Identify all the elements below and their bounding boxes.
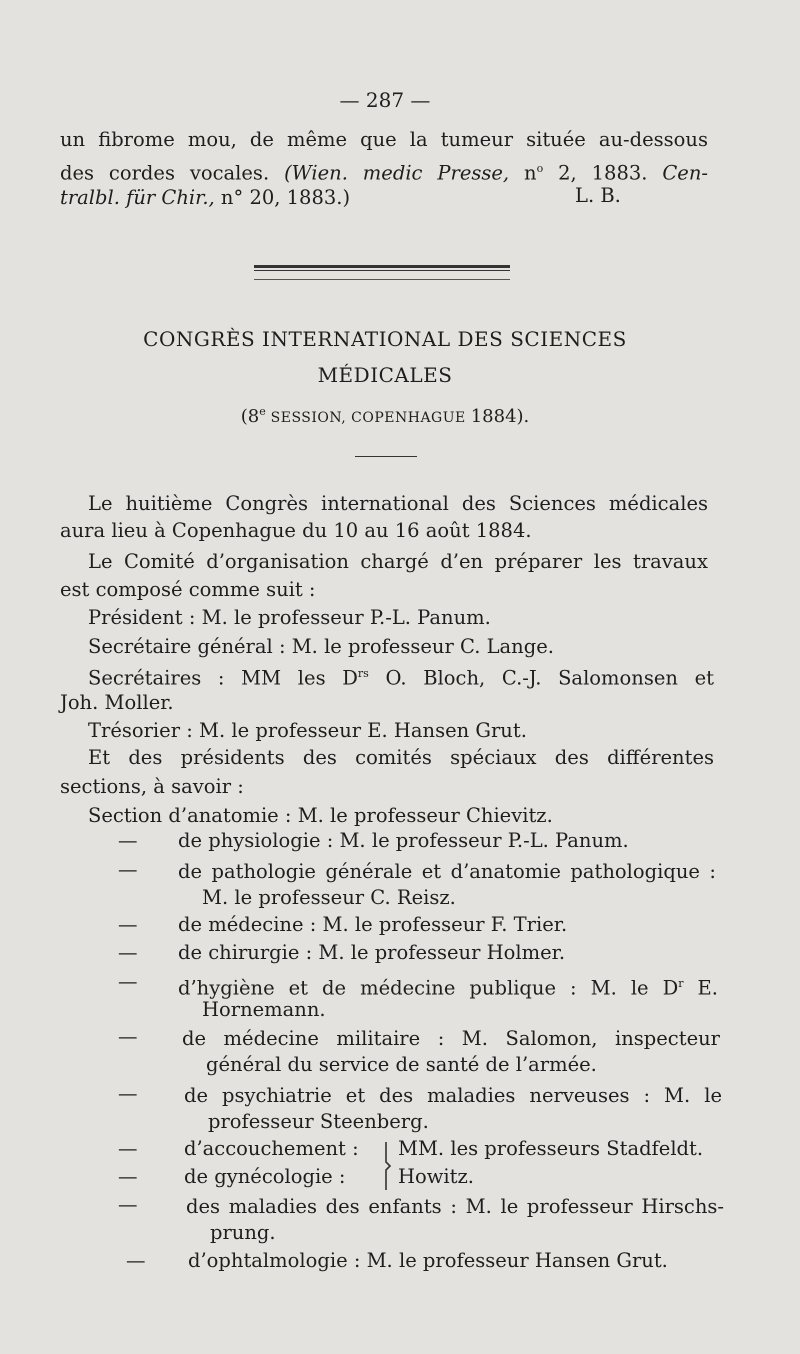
list-dash: —: [118, 913, 138, 936]
section-medecine: de médecine : M. le professeur F. Trier.: [178, 913, 568, 936]
article-title-line-1: CONGRÈS INTERNATIONAL DES SCIENCES: [143, 327, 627, 351]
intro-line-1: un fibrome mou, de même que la tumeur située au-dessous: [60, 128, 708, 151]
paragraph-1-line-1: Le huitième Congrès international des Sciences médicales: [88, 492, 708, 515]
title-underline: [355, 456, 417, 457]
section-militaire-line-1: de médecine militaire : M. Salomon, inspecteur: [182, 1027, 720, 1050]
session-subtitle: (8e SESSION, COPENHAGUE 1884).: [240, 405, 530, 427]
intro-line-2: des cordes vocales. (Wien. medic Presse, $n^o$ 2, 1883. Cen-: [60, 161, 708, 185]
section-enfants-line-2: prung.: [210, 1221, 276, 1244]
presidents-line-2: sections, à savoir :: [60, 775, 244, 798]
curly-bracket-icon: [378, 1140, 394, 1192]
list-dash: —: [118, 941, 138, 964]
list-dash: —: [118, 1137, 138, 1160]
secretaires-line-2: Joh. Moller.: [60, 691, 174, 714]
section-hygiene-line-2: Hornemann.: [202, 998, 326, 1021]
secretaire-general-line: Secrétaire général : M. le professeur C. Lange.: [88, 635, 554, 658]
section-psychiatrie-line-1: de psychiatrie et des maladies nerveuses : M. le: [184, 1084, 722, 1107]
section-pathologie-line-2: M. le professeur C. Reisz.: [202, 886, 456, 909]
list-dash: —: [118, 829, 138, 852]
section-ophtalmologie: d’ophtalmologie : M. le professeur Hansen Grut.: [188, 1249, 668, 1272]
list-dash: —: [118, 970, 138, 993]
article-title-line-2: MÉDICALES: [317, 363, 453, 387]
section-gynecologie: de gynécologie :: [184, 1165, 346, 1188]
list-dash: —: [118, 1165, 138, 1188]
section-accouchement: d’accouchement :: [184, 1137, 359, 1160]
intro-line-3: tralbl. für Chir., n° 20, 1883.): [60, 186, 351, 209]
secretaires-line-1: Secrétaires : MM les $D^{rs}$ O. Bloch, C.-J. Salomonsen et: [88, 666, 714, 690]
paragraph-2-line-1: Le Comité d’organisation chargé d’en préparer les travaux: [88, 550, 708, 573]
section-militaire-line-2: général du service de santé de l’armée.: [206, 1053, 597, 1076]
section-divider-thin: [254, 279, 510, 280]
accouchement-presidents: MM. les professeurs Stadfeldt.: [398, 1137, 704, 1160]
page-number: — 287 —: [339, 88, 431, 112]
presidents-line-1: Et des présidents des comités spéciaux des différentes: [88, 746, 714, 769]
list-dash: —: [118, 1193, 138, 1216]
section-enfants-line-1: des maladies des enfants : M. le professeur Hirschs-: [186, 1195, 724, 1218]
list-dash: —: [118, 1025, 138, 1048]
gynecologie-president: Howitz.: [398, 1165, 474, 1188]
section-chirurgie: de chirurgie : M. le professeur Holmer.: [178, 941, 566, 964]
list-dash: —: [126, 1249, 146, 1272]
section-physiologie: de physiologie : M. le professeur P.-L. Panum.: [178, 829, 629, 852]
section-anatomie: Section d’anatomie : M. le professeur Chievitz.: [88, 804, 553, 827]
section-hygiene-line-1: d’hygiène et de médecine publique : M. le $D^r$ E.: [178, 976, 718, 1000]
section-divider: [254, 265, 510, 271]
tresorier-line: Trésorier : M. le professeur E. Hansen Grut.: [88, 719, 527, 742]
president-line: Président : M. le professeur P.-L. Panum.: [88, 606, 491, 629]
section-psychiatrie-line-2: professeur Steenberg.: [208, 1110, 429, 1133]
signature: L. B.: [575, 184, 621, 207]
paragraph-2-line-2: est composé comme suit :: [60, 578, 316, 601]
list-dash: —: [118, 858, 138, 881]
list-dash: —: [118, 1082, 138, 1105]
section-pathologie-line-1: de pathologie générale et d’anatomie pathologique :: [178, 860, 716, 883]
paragraph-1-line-2: aura lieu à Copenhague du 10 au 16 août 1884.: [60, 519, 532, 542]
